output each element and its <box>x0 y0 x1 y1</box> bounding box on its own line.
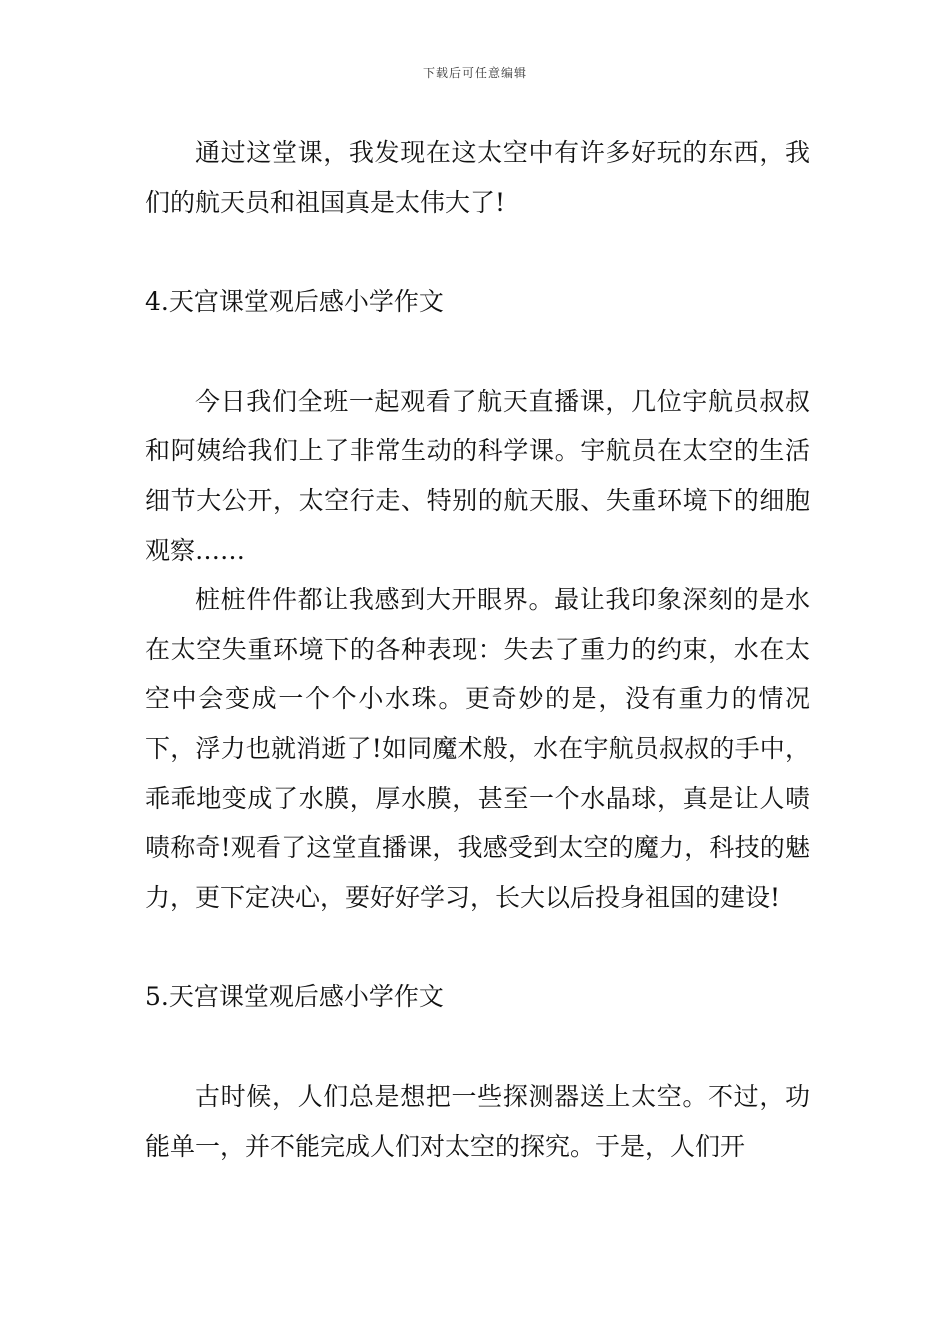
document-body <box>145 128 810 1171</box>
spacer <box>145 327 810 377</box>
spacer <box>145 922 810 972</box>
spacer <box>145 1022 810 1072</box>
section-heading-4: 4.天宫课堂观后感小学作文 <box>145 287 444 317</box>
paragraph-3: 桩桩件件都让我感到大开眼界。最让我印象深刻的是水在太空失重环境下的各种表现：失去了重力的约束，水在太空中会变成一个个小水珠。更奇妙的是，没有重力的情况下，浮力也就消逝了!如同魔术般，水在宇航员叔叔的手中，乖乖地变成了水膜，厚水膜，甚至一个水晶球，真是让人啧啧称奇!观看了这堂直播课，我感受到太空的魔力，科技的魅力，更下定决心，要好好学习，长大以后投身祖国的建设! <box>145 585 810 912</box>
paragraph-1: 通过这堂课，我发现在这太空中有许多好玩的东西，我们的航天员和祖国真是太伟大了! <box>145 138 810 217</box>
page-header-note: 下载后可任意编辑 <box>422 66 527 80</box>
paragraph-4: 古时候，人们总是想把一些探测器送上太空。不过，功能单一，并不能完成人们对太空的探究。于是，人们开 <box>145 1081 810 1161</box>
paragraph-2: 今日我们全班一起观看了航天直播课，几位宇航员叔叔和阿姨给我们上了非常生动的科学课。宇航员在太空的生活细节大公开，太空行走、特别的航天服、失重环境下的细胞观察…… <box>145 386 810 565</box>
section-heading-5: 5.天宫课堂观后感小学作文 <box>145 982 444 1012</box>
spacer <box>145 227 810 277</box>
